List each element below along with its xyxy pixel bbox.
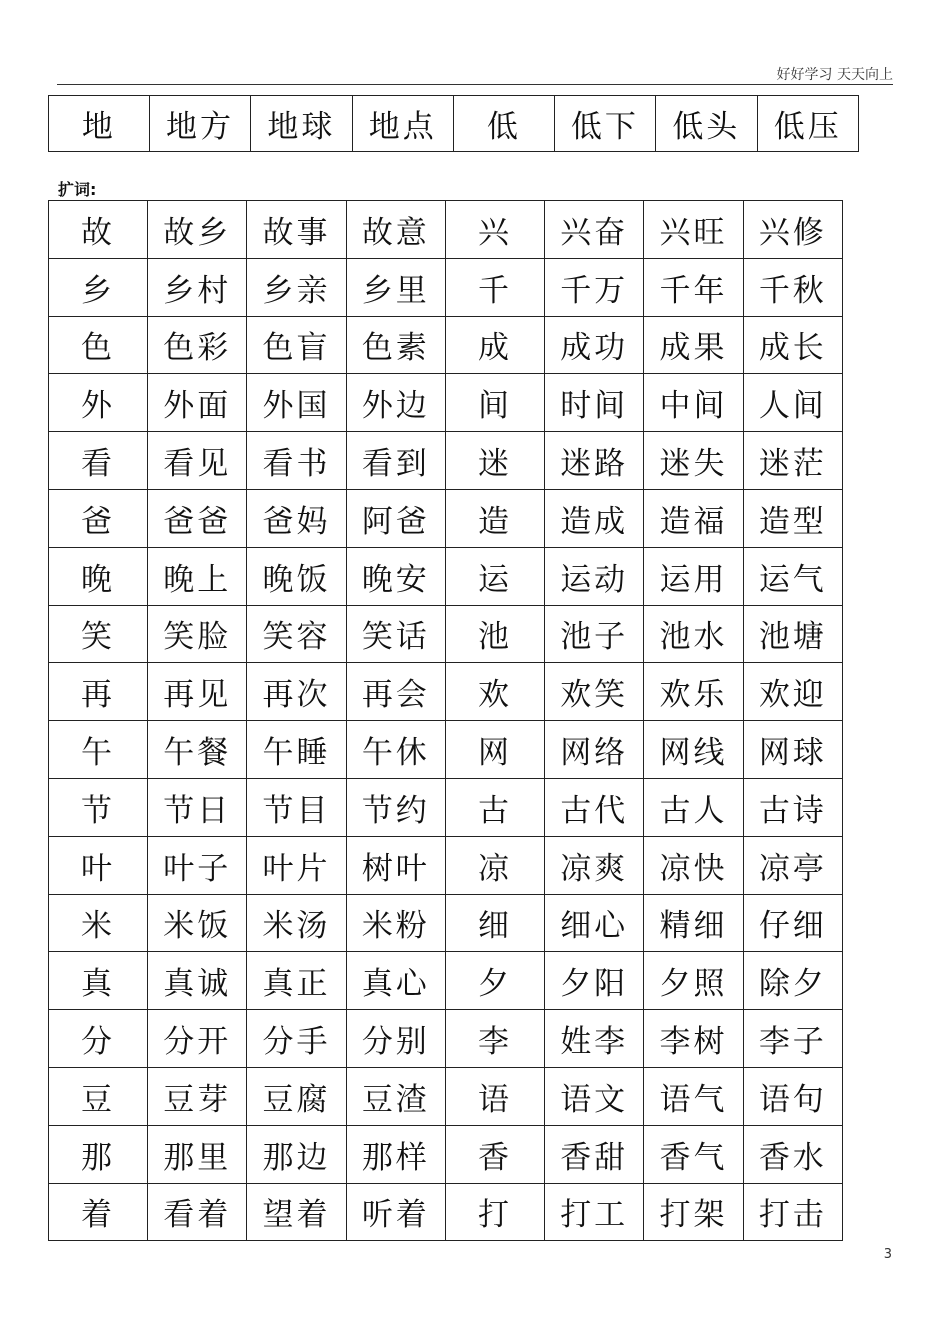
table-cell: 节约	[346, 778, 445, 836]
table-cell: 李	[445, 1010, 544, 1068]
table-cell: 池水	[644, 605, 743, 663]
table-row	[49, 316, 843, 374]
top-word-table	[48, 95, 859, 152]
table-cell: 乡亲	[247, 258, 346, 316]
table-cell: 欢笑	[545, 663, 644, 721]
table-cell: 色盲	[247, 316, 346, 374]
table-cell: 凉亭	[743, 836, 842, 894]
table-cell: 千	[445, 258, 544, 316]
table-cell: 网线	[644, 721, 743, 779]
table-cell: 造福	[644, 489, 743, 547]
table-row	[49, 1183, 843, 1241]
table-cell: 望着	[247, 1183, 346, 1241]
table-cell: 那里	[148, 1125, 247, 1183]
table-row	[49, 952, 843, 1010]
table-cell: 凉	[445, 836, 544, 894]
table-cell: 看书	[247, 432, 346, 490]
table-cell: 千年	[644, 258, 743, 316]
table-cell: 再会	[346, 663, 445, 721]
table-cell: 池塘	[743, 605, 842, 663]
table-cell: 成果	[644, 316, 743, 374]
table-cell: 香甜	[545, 1125, 644, 1183]
table-cell: 叶子	[148, 836, 247, 894]
table-row	[49, 721, 843, 779]
table-cell: 语	[445, 1067, 544, 1125]
table-cell: 打架	[644, 1183, 743, 1241]
table-cell: 池	[445, 605, 544, 663]
table-cell: 色彩	[148, 316, 247, 374]
table-cell: 成功	[545, 316, 644, 374]
table-cell: 运气	[743, 547, 842, 605]
table-cell: 细	[445, 894, 544, 952]
table-cell: 香	[445, 1125, 544, 1183]
table-cell: 那样	[346, 1125, 445, 1183]
table-cell: 运用	[644, 547, 743, 605]
table-cell: 故乡	[148, 201, 247, 259]
table-row	[49, 1067, 843, 1125]
table-cell: 低下	[554, 96, 655, 152]
table-row	[49, 432, 843, 490]
table-cell: 凉快	[644, 836, 743, 894]
table-cell: 古人	[644, 778, 743, 836]
table-cell: 豆芽	[148, 1067, 247, 1125]
table-cell: 兴旺	[644, 201, 743, 259]
table-cell: 造成	[545, 489, 644, 547]
table-cell: 米饭	[148, 894, 247, 952]
table-cell: 阿爸	[346, 489, 445, 547]
table-cell: 兴奋	[545, 201, 644, 259]
table-cell: 晚饭	[247, 547, 346, 605]
table-cell: 李树	[644, 1010, 743, 1068]
table-cell: 千万	[545, 258, 644, 316]
table-cell: 那边	[247, 1125, 346, 1183]
table-cell: 运	[445, 547, 544, 605]
table-cell: 低头	[656, 96, 757, 152]
table-cell: 笑话	[346, 605, 445, 663]
table-cell: 欢	[445, 663, 544, 721]
table-cell: 造型	[743, 489, 842, 547]
table-cell: 欢迎	[743, 663, 842, 721]
table-cell: 造	[445, 489, 544, 547]
table-cell: 分开	[148, 1010, 247, 1068]
table-cell: 爸爸	[148, 489, 247, 547]
table-cell: 成	[445, 316, 544, 374]
table-cell: 真心	[346, 952, 445, 1010]
table-row	[49, 894, 843, 952]
table-row	[49, 605, 843, 663]
page-number: 3	[883, 1247, 892, 1262]
table-cell: 看	[49, 432, 148, 490]
table-cell: 时间	[545, 374, 644, 432]
table-row	[49, 374, 843, 432]
table-cell: 地	[49, 96, 150, 152]
table-cell: 成长	[743, 316, 842, 374]
table-cell: 爸妈	[247, 489, 346, 547]
table-cell: 午休	[346, 721, 445, 779]
table-cell: 着	[49, 1183, 148, 1241]
table-cell: 叶片	[247, 836, 346, 894]
table-row	[49, 663, 843, 721]
table-cell: 凉爽	[545, 836, 644, 894]
table-cell: 节	[49, 778, 148, 836]
table-cell: 豆	[49, 1067, 148, 1125]
table-cell: 外	[49, 374, 148, 432]
table-cell: 晚安	[346, 547, 445, 605]
table-cell: 米粉	[346, 894, 445, 952]
table-cell: 午餐	[148, 721, 247, 779]
table-cell: 真	[49, 952, 148, 1010]
table-cell: 李子	[743, 1010, 842, 1068]
table-cell: 听着	[346, 1183, 445, 1241]
table-cell: 看到	[346, 432, 445, 490]
table-cell: 晚上	[148, 547, 247, 605]
table-cell: 池子	[545, 605, 644, 663]
table-cell: 古诗	[743, 778, 842, 836]
table-row	[49, 258, 843, 316]
table-cell: 节目	[247, 778, 346, 836]
table-cell: 外面	[148, 374, 247, 432]
table-cell: 分	[49, 1010, 148, 1068]
table-cell: 夕阳	[545, 952, 644, 1010]
table-cell: 外边	[346, 374, 445, 432]
table-cell: 网	[445, 721, 544, 779]
table-row	[49, 836, 843, 894]
table-cell: 精细	[644, 894, 743, 952]
table-cell: 细心	[545, 894, 644, 952]
table-cell: 晚	[49, 547, 148, 605]
table-cell: 看着	[148, 1183, 247, 1241]
table-cell: 再次	[247, 663, 346, 721]
table-cell: 真诚	[148, 952, 247, 1010]
table-cell: 迷失	[644, 432, 743, 490]
header-motto: 好好学习 天天向上	[776, 67, 893, 83]
table-cell: 夕	[445, 952, 544, 1010]
table-cell: 网络	[545, 721, 644, 779]
table-cell: 人间	[743, 374, 842, 432]
table-cell: 再见	[148, 663, 247, 721]
table-cell: 色素	[346, 316, 445, 374]
table-cell: 打工	[545, 1183, 644, 1241]
table-cell: 笑脸	[148, 605, 247, 663]
table-cell: 夕照	[644, 952, 743, 1010]
table-row	[49, 96, 859, 152]
table-cell: 低压	[757, 96, 858, 152]
table-cell: 米汤	[247, 894, 346, 952]
table-cell: 语气	[644, 1067, 743, 1125]
table-cell: 豆腐	[247, 1067, 346, 1125]
table-cell: 网球	[743, 721, 842, 779]
table-cell: 欢乐	[644, 663, 743, 721]
table-cell: 再	[49, 663, 148, 721]
table-cell: 爸	[49, 489, 148, 547]
table-cell: 迷茫	[743, 432, 842, 490]
table-cell: 香水	[743, 1125, 842, 1183]
table-cell: 分别	[346, 1010, 445, 1068]
table-cell: 故意	[346, 201, 445, 259]
table-cell: 香气	[644, 1125, 743, 1183]
table-row	[49, 1125, 843, 1183]
table-cell: 姓李	[545, 1010, 644, 1068]
table-cell: 打	[445, 1183, 544, 1241]
table-row	[49, 547, 843, 605]
table-row	[49, 489, 843, 547]
table-cell: 树叶	[346, 836, 445, 894]
table-cell: 节日	[148, 778, 247, 836]
table-row	[49, 778, 843, 836]
table-cell: 间	[445, 374, 544, 432]
table-cell: 打击	[743, 1183, 842, 1241]
table-row	[49, 1010, 843, 1068]
table-cell: 分手	[247, 1010, 346, 1068]
table-cell: 地方	[149, 96, 250, 152]
section-label-kuoci: 扩词:	[58, 180, 97, 199]
table-cell: 地点	[352, 96, 453, 152]
table-cell: 仔细	[743, 894, 842, 952]
table-cell: 笑容	[247, 605, 346, 663]
table-cell: 迷	[445, 432, 544, 490]
table-cell: 午	[49, 721, 148, 779]
header-divider	[57, 84, 893, 85]
table-cell: 真正	[247, 952, 346, 1010]
table-cell: 中间	[644, 374, 743, 432]
table-cell: 那	[49, 1125, 148, 1183]
table-cell: 兴修	[743, 201, 842, 259]
table-row	[49, 201, 843, 259]
table-cell: 除夕	[743, 952, 842, 1010]
table-cell: 地球	[251, 96, 352, 152]
table-cell: 语句	[743, 1067, 842, 1125]
table-cell: 乡里	[346, 258, 445, 316]
table-cell: 笑	[49, 605, 148, 663]
table-cell: 乡	[49, 258, 148, 316]
table-cell: 乡村	[148, 258, 247, 316]
table-cell: 故事	[247, 201, 346, 259]
table-cell: 外国	[247, 374, 346, 432]
table-cell: 低	[453, 96, 554, 152]
table-cell: 豆渣	[346, 1067, 445, 1125]
table-cell: 故	[49, 201, 148, 259]
table-cell: 运动	[545, 547, 644, 605]
table-cell: 午睡	[247, 721, 346, 779]
table-cell: 语文	[545, 1067, 644, 1125]
table-cell: 千秋	[743, 258, 842, 316]
table-cell: 古	[445, 778, 544, 836]
word-expansion-table	[48, 200, 843, 1241]
table-cell: 古代	[545, 778, 644, 836]
table-cell: 叶	[49, 836, 148, 894]
table-cell: 色	[49, 316, 148, 374]
table-cell: 看见	[148, 432, 247, 490]
table-cell: 迷路	[545, 432, 644, 490]
table-cell: 兴	[445, 201, 544, 259]
table-cell: 米	[49, 894, 148, 952]
